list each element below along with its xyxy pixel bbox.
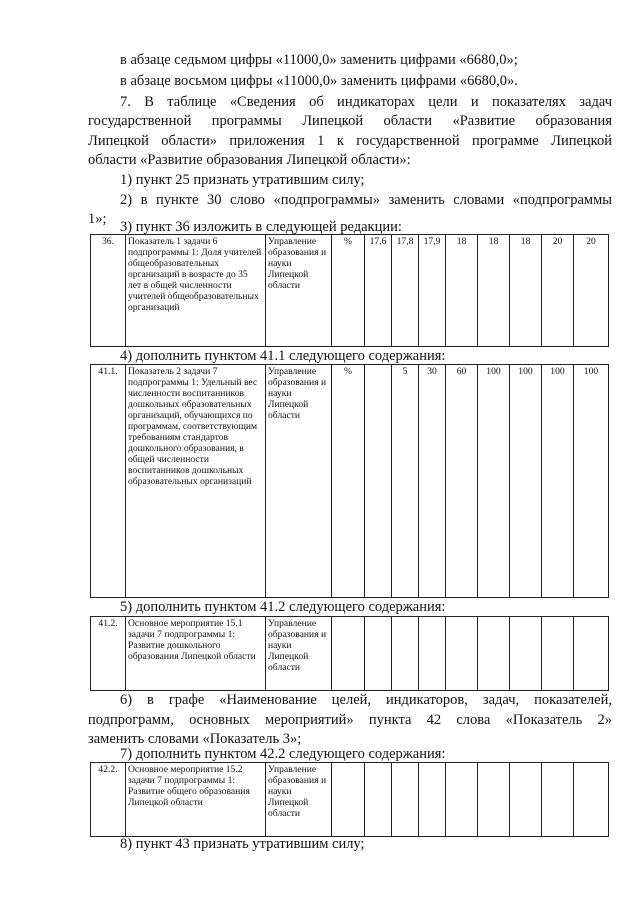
measure-name: Основное мероприятие 15.2 задачи 7 подпрограммы 1: Развитие общего образования Липецкой области — [126, 763, 266, 837]
value-cell — [365, 763, 392, 837]
value-cell: 100 — [510, 365, 542, 598]
responsible-org: Управление образования и науки Липецкой области — [266, 763, 332, 837]
value-cell — [478, 617, 510, 691]
paragraph-line: в абзаце седьмом цифры «11000,0» заменить цифрами «6680,0»; — [120, 52, 518, 68]
value-cell — [365, 617, 392, 691]
unit-cell: % — [332, 365, 365, 598]
value-cell — [365, 365, 392, 598]
value-cell — [574, 617, 609, 691]
responsible-org: Управление образования и науки Липецкой области — [266, 235, 332, 347]
value-cell: 18 — [446, 235, 478, 347]
indicator-name: Показатель 2 задачи 7 подпрограммы 1: Удельный вес численности воспитанников дошкольных образовательных организаций, обучающихся по программам, соответствующим требованиям стандартов дошкольного образования, в общей численности воспитанников дошкольных образовательных организаций — [126, 365, 266, 598]
value-cell — [446, 617, 478, 691]
list-item: 2) в пункте 30 слово «подпрограммы» заменить словами «подпрограммы — [120, 192, 612, 208]
list-item: 3) пункт 36 изложить в следующей редакции: — [120, 219, 402, 235]
value-cell: 60 — [446, 365, 478, 598]
value-cell — [542, 763, 574, 837]
value-cell — [392, 763, 419, 837]
list-item-continuation: заменить словами «Показатель 3»; — [88, 731, 302, 747]
list-item: 6) в графе «Наименование целей, индикаторов, задач, показателей, — [120, 692, 612, 708]
unit-cell — [332, 763, 365, 837]
value-cell: 30 — [419, 365, 446, 598]
list-item: 1) пункт 25 признать утратившим силу; — [120, 172, 365, 188]
value-cell: 17,6 — [365, 235, 392, 347]
row-number: 42.2. — [91, 763, 126, 837]
value-cell: 18 — [510, 235, 542, 347]
indicator-table-41-1 — [90, 364, 609, 598]
paragraph-line: 7. В таблице «Сведения об индикаторах цели и показателях задач — [120, 94, 612, 110]
unit-cell: % — [332, 235, 365, 347]
value-cell: 20 — [542, 235, 574, 347]
value-cell — [510, 617, 542, 691]
value-cell: 18 — [478, 235, 510, 347]
paragraph-line: области «Развитие образования Липецкой области»: — [88, 152, 411, 168]
list-item-continuation: подпрограмм, основных мероприятий» пункта 42 слова «Показатель 2» — [88, 712, 612, 728]
row-number: 36. — [91, 235, 126, 347]
row-number: 41.1. — [91, 365, 126, 598]
value-cell: 100 — [542, 365, 574, 598]
measure-name: Основное мероприятие 15.1 задачи 7 подпрограммы 1: Развитие дошкольного образования Липецкой области — [126, 617, 266, 691]
row-number: 41.2. — [91, 617, 126, 691]
indicator-table-42-2 — [90, 762, 609, 837]
list-item: 5) дополнить пунктом 41.2 следующего содержания: — [120, 599, 446, 615]
list-item: 7) дополнить пунктом 42.2 следующего содержания: — [120, 746, 446, 762]
value-cell: 5 — [392, 365, 419, 598]
value-cell — [392, 617, 419, 691]
unit-cell — [332, 617, 365, 691]
value-cell — [510, 763, 542, 837]
value-cell: 100 — [478, 365, 510, 598]
indicator-table-36 — [90, 234, 609, 347]
responsible-org: Управление образования и науки Липецкой области — [266, 617, 332, 691]
list-item: 8) пункт 43 признать утратившим силу; — [120, 836, 365, 852]
value-cell — [478, 763, 510, 837]
paragraph-line: государственной программы Липецкой области «Развитие образования — [88, 113, 612, 129]
value-cell — [419, 763, 446, 837]
value-cell: 20 — [574, 235, 609, 347]
list-item-continuation: 1»; — [88, 211, 107, 227]
value-cell: 17,8 — [392, 235, 419, 347]
value-cell — [446, 763, 478, 837]
value-cell — [542, 617, 574, 691]
paragraph-line: в абзаце восьмом цифры «11000,0» заменить цифрами «6680,0». — [120, 73, 518, 89]
list-item: 4) дополнить пунктом 41.1 следующего содержания: — [120, 348, 446, 364]
value-cell — [574, 763, 609, 837]
value-cell — [419, 617, 446, 691]
value-cell: 100 — [574, 365, 609, 598]
value-cell: 17,9 — [419, 235, 446, 347]
responsible-org: Управление образования и науки Липецкой области — [266, 365, 332, 598]
indicator-name: Показатель 1 задачи 6 подпрограммы 1: Доля учителей общеобразовательных организаций в возрасте до 35 лет в общей численности учителей общеобразовательных организаций — [126, 235, 266, 347]
indicator-table-41-2 — [90, 616, 609, 691]
paragraph-line: Липецкой области» приложения 1 к государственной программе Липецкой — [88, 133, 612, 149]
